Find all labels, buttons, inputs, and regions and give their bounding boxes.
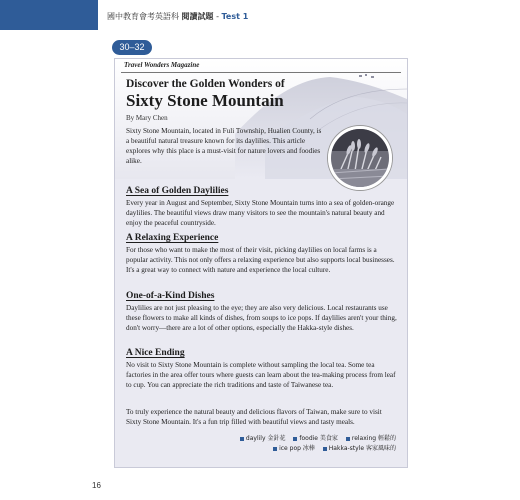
vocab-item: [293, 434, 338, 444]
section-heading: A Relaxing Experience: [126, 233, 219, 243]
header-test: Test 1: [221, 12, 249, 21]
magazine-rule: [121, 72, 401, 73]
closing-paragraph: To truly experience the natural beauty and delicious flavors of Taiwan, make sure to visit Sixty Stone Mountain. It's a fun trip filled with beautiful views and tasty meals.: [126, 408, 382, 426]
vocab-item: [346, 434, 396, 444]
bullet-square-icon: [346, 437, 350, 441]
vocab-meaning: 輕鬆的: [377, 435, 396, 442]
vocab-item: [240, 434, 286, 444]
bullet-square-icon: [323, 447, 327, 451]
vocab-word: relaxing: [351, 435, 377, 442]
vocab-word: foodie: [299, 435, 318, 442]
title-line-2: Sixty Stone Mountain: [126, 91, 284, 110]
section-heading: One-of-a-Kind Dishes: [126, 291, 215, 301]
vocab-word: ice pop: [279, 445, 301, 452]
running-header: [107, 11, 248, 22]
page-number: 16: [92, 481, 101, 490]
closing-paragraph-wrap: [126, 405, 398, 427]
section-relaxing-experience: [126, 233, 398, 275]
vocab-meaning: 冰棒: [302, 445, 315, 452]
vocabulary-list: [128, 434, 396, 454]
header-separator: -: [216, 12, 222, 21]
vocab-item: [273, 444, 315, 454]
vocab-item: [323, 444, 396, 454]
section-body: Daylilies are not just pleasing to the eye; they are also very delicious. Local restaurants use these flowers to make all kinds of dishes, from soups to ice pops. If daylilies aren't your thing, don't worry—there are a lot of other options, especially the Hakka-style dishes.: [126, 304, 397, 332]
bullet-square-icon: [240, 437, 244, 441]
intro-paragraph: Sixty Stone Mountain, located in Fuli Township, Hualien County, is a beautiful natural treasure known for its daylilies. This article explores why this place is a must-visit for nature lovers and foodies alike.: [126, 127, 322, 165]
vocab-meaning: 美食家: [319, 435, 338, 442]
section-nice-ending: [126, 348, 398, 390]
magazine-name: Travel Wonders Magazine: [124, 61, 200, 69]
chapter-tab: [0, 0, 98, 30]
vocab-meaning: 金針花: [267, 435, 286, 442]
section-body: No visit to Sixty Stone Mountain is complete without sampling the local tea. Some tea factories in the area offer tours where guests can learn about the tea-making process from leaf to cup. You can appreciate the rich traditions and taste of Taiwanese tea.: [126, 361, 396, 389]
section-body: Every year in August and September, Sixty Stone Mountain turns into a sea of golden-orange daylilies. The beautiful views draw many visitors to see the mountain's natural beauty and enjoy the peaceful countryside.: [126, 199, 395, 227]
header-book: 國中教育會考英語科: [107, 12, 179, 21]
section-body: For those who want to make the most of their visit, picking daylilies on local farms is a popular activity. This not only offers a relaxing experience but also supports local businesses. It's a great way to connect with nature and experience the local culture.: [126, 246, 395, 274]
article-heading: [126, 77, 285, 122]
daylily-icon: [331, 129, 389, 187]
section-heading: A Nice Ending: [126, 348, 185, 358]
section-golden-daylilies: [126, 186, 398, 228]
vocab-word: Hakka-style: [328, 445, 365, 452]
question-range-badge: 30–32: [112, 40, 152, 55]
vocab-meaning: 客家風味的: [365, 445, 396, 452]
section-one-of-a-kind-dishes: [126, 291, 398, 333]
bullet-square-icon: [273, 447, 277, 451]
header-section: 閱讀試題: [181, 12, 214, 21]
vocab-word: daylily: [245, 435, 266, 442]
article-card: [114, 58, 408, 468]
byline: By Mary Chen: [126, 114, 168, 122]
section-heading: A Sea of Golden Daylilies: [126, 186, 229, 196]
title-line-1: Discover the Golden Wonders of: [126, 78, 285, 90]
daylily-photo: [328, 126, 392, 190]
bullet-square-icon: [293, 437, 297, 441]
